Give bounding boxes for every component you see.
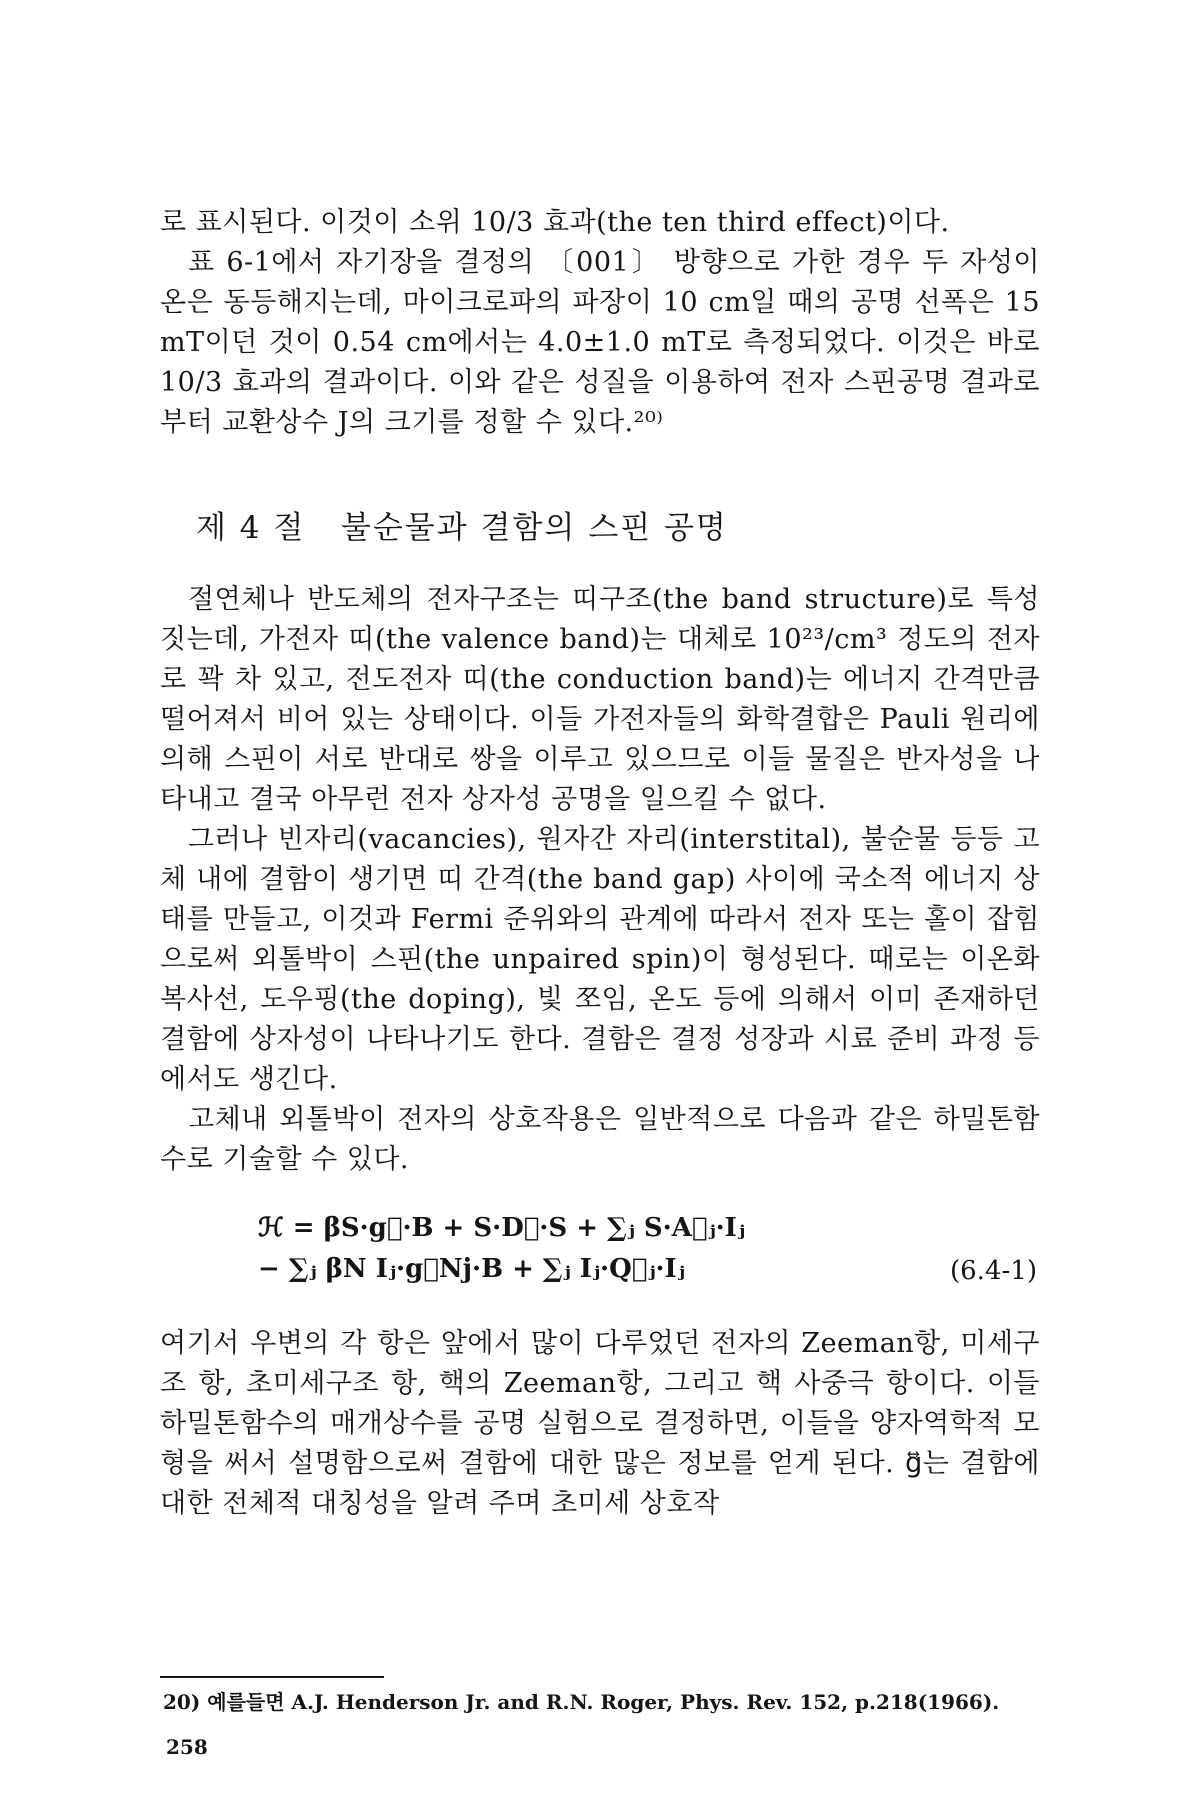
section-body xyxy=(160,580,1040,1180)
equation-line-2: − ∑ⱼ βN Iⱼ·g⃡Nj·B + ∑ⱼ Iⱼ·Q⃡ⱼ·Iⱼ xyxy=(258,1254,685,1284)
equation-number: (6.4-1) xyxy=(950,1256,1037,1286)
page-number: 258 xyxy=(166,1735,208,1759)
footnote: 20) 예를들면 A.J. Henderson Jr. and R.N. Roger, Phys. Rev. 152, p.218(1966). xyxy=(163,1690,1000,1714)
paragraph-defects: 그러나 빈자리(vacancies), 원자간 자리(interstital), 불순물 등등 고체 내에 결함이 생기면 띠 간격(the band gap) 사이에 국소적 에너지 상태를 만들고, 이것과 Fermi 준위와의 관계에 따라서 전자 또는 홀이 잡힘으로써 외톨박이 스핀(the unpaired spin)이 형성된다. 때로는 이온화 복사선, 도우핑(the doping), 빛 쪼임, 온도 등에 의해서 이미 존재하던 결함에 상자성이 나타나기도 한다. 결함은 결정 성장과 시료 준비 과정 등에서도 생긴다. xyxy=(160,824,1040,1095)
intro-paragraph: 표 6-1에서 자기장을 결정의 〔001〕 방향으로 가한 경우 두 자성이 온은 동등해지는데, 마이크로파의 파장이 10 cm일 때의 공명 선폭은 15 mT이던 것이 0.54 cm에서는 4.0±1.0 mT로 측정되었다. 이것은 바로 10/3 효과의 결과이다. 이와 같은 성질을 이용하여 전자 스핀공명 결과로부터 교환상수 J의 크기를 정할 수 있다.²⁰⁾ xyxy=(160,247,1040,438)
after-equation-text xyxy=(160,1324,1040,1524)
paragraph-terms: 여기서 우변의 각 항은 앞에서 많이 다루었던 전자의 Zeeman항, 미세구조 항, 초미세구조 항, 핵의 Zeeman항, 그리고 핵 사중극 항이다. 이들 하밀톤함수의 매개상수를 공명 실험으로 결정하면, 이들을 양자역학적 모형을 써서 설명함으로써 결함에 대한 많은 정보를 얻게 된다. g⃡는 결함에 대한 전체적 대칭성을 알려 주며 초미세 상호작 xyxy=(160,1328,1040,1519)
equation-line-1: ℋ = βS·g⃡·B + S·D⃡·S + ∑ⱼ S·A⃡ⱼ·Iⱼ xyxy=(258,1213,745,1243)
section-heading: 제 4 절 불순물과 결함의 스핀 공명 xyxy=(196,510,728,546)
paragraph-band-structure: 절연체나 반도체의 전자구조는 띠구조(the band structure)로 특성짓는데, 가전자 띠(the valence band)는 대체로 10²³/cm³ 정도의 전자로 꽉 차 있고, 전도전자 띠(the conduction band)는 에너지 간격만큼 떨어져서 비어 있는 상태이다. 이들 가전자들의 화학결합은 Pauli 원리에 의해 스핀이 서로 반대로 쌍을 이루고 있으므로 이들 물질은 반자성을 나타내고 결국 아무런 전자 상자성 공명을 일으킬 수 없다. xyxy=(160,584,1040,815)
paragraph-hamiltonian-intro: 고체내 외톨박이 전자의 상호작용은 일반적으로 다음과 같은 하밀톤함수로 기술할 수 있다. xyxy=(160,1104,1040,1175)
intro-line-1: 로 표시된다. 이것이 소위 10/3 효과(the ten third effect)이다. xyxy=(160,207,950,238)
intro-text xyxy=(160,203,1040,443)
footnote-rule xyxy=(160,1676,384,1678)
